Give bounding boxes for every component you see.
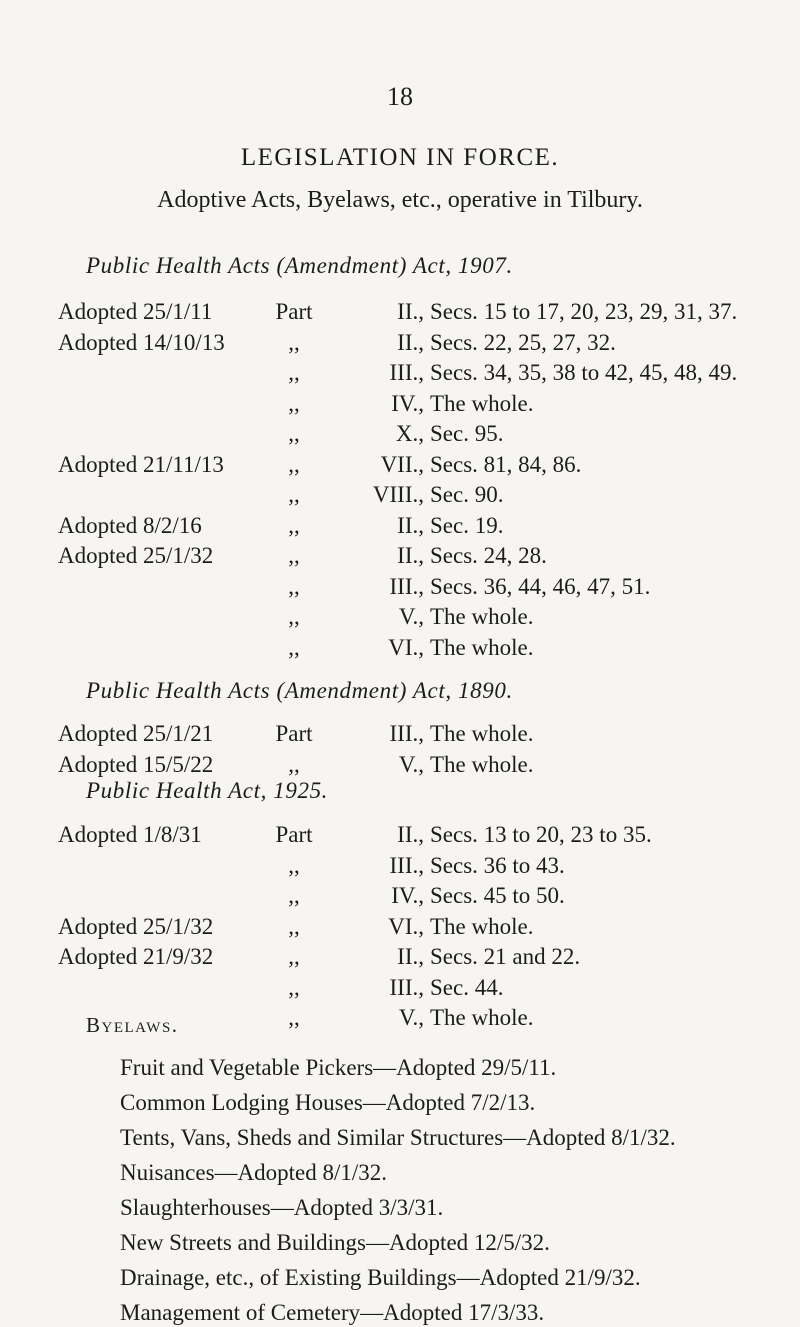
part-label: ,, bbox=[288, 543, 300, 568]
part-number: IV., bbox=[391, 883, 424, 908]
part-label: ,, bbox=[288, 883, 300, 908]
part-label: ,, bbox=[288, 451, 300, 477]
part-number: V., bbox=[398, 1005, 424, 1030]
byelaw-item: Tents, Vans, Sheds and Similar Structures—Adopted 8/1/32. bbox=[120, 1125, 676, 1150]
sections-description: Sec. 19. bbox=[430, 512, 504, 538]
adopted-date: Adopted 15/5/22 bbox=[58, 751, 214, 777]
part-label: ,, bbox=[288, 751, 300, 777]
adopted-date: Adopted 25/1/11 bbox=[58, 299, 213, 324]
part-label: Part bbox=[275, 721, 313, 746]
part-number: V., bbox=[398, 751, 424, 777]
sections-description: The whole. bbox=[430, 1005, 534, 1030]
part-label: ,, bbox=[288, 573, 300, 599]
part-number: II., bbox=[397, 299, 424, 324]
part-label: Part bbox=[275, 822, 313, 847]
sections-description: Secs. 22, 25, 27, 32. bbox=[430, 329, 616, 355]
sections-description: Secs. 36 to 43. bbox=[430, 852, 565, 878]
sections-description: Secs. 34, 35, 38 to 42, 45, 48, 49. bbox=[430, 360, 738, 385]
sections-description: The whole. bbox=[430, 721, 534, 746]
part-number: II., bbox=[397, 512, 424, 538]
byelaw-item: Management of Cemetery—Adopted 17/3/33. bbox=[120, 1300, 545, 1325]
part-number: II., bbox=[397, 822, 424, 847]
part-number: II., bbox=[397, 944, 424, 969]
adopted-date: Adopted 25/1/32 bbox=[58, 913, 214, 939]
part-number: II., bbox=[397, 543, 424, 568]
sections-description: Secs. 13 to 20, 23 to 35. bbox=[430, 822, 652, 847]
sections-description: Secs. 15 to 17, 20, 23, 29, 31, 37. bbox=[430, 299, 738, 324]
adopted-date: Adopted 25/1/21 bbox=[58, 721, 214, 746]
part-number: VI., bbox=[388, 634, 424, 660]
part-number: VI., bbox=[388, 913, 424, 939]
section-heading-1907: Public Health Acts (Amendment) Act, 1907. bbox=[86, 253, 513, 278]
section-heading-1925: Public Health Act, 1925. bbox=[86, 778, 329, 803]
adopted-date: Adopted 8/2/16 bbox=[58, 512, 202, 538]
sections-description: Secs. 24, 28. bbox=[430, 543, 547, 568]
byelaw-item: Fruit and Vegetable Pickers—Adopted 29/5/11. bbox=[120, 1055, 557, 1080]
part-label: ,, bbox=[288, 360, 300, 385]
page-number: 18 bbox=[387, 82, 413, 111]
part-label: ,, bbox=[288, 512, 300, 538]
part-label: ,, bbox=[288, 421, 300, 446]
part-number: III., bbox=[389, 974, 424, 1000]
part-number: IV., bbox=[391, 390, 424, 416]
sections-description: Secs. 81, 84, 86. bbox=[430, 451, 582, 477]
byelaw-item: Common Lodging Houses—Adopted 7/2/13. bbox=[120, 1090, 536, 1115]
byelaw-item: Nuisances—Adopted 8/1/32. bbox=[120, 1160, 388, 1185]
section-heading-1890: Public Health Acts (Amendment) Act, 1890. bbox=[86, 678, 513, 703]
sections-description: The whole. bbox=[430, 913, 534, 939]
byelaw-item: Drainage, etc., of Existing Buildings—Adopted 21/9/32. bbox=[120, 1265, 641, 1290]
sections-description: Secs. 21 and 22. bbox=[430, 944, 581, 969]
part-label: ,, bbox=[288, 329, 300, 355]
part-number: III., bbox=[389, 852, 424, 878]
sections-description: Sec. 44. bbox=[430, 974, 504, 1000]
page-title: LEGISLATION IN FORCE. bbox=[240, 144, 560, 171]
part-number: II., bbox=[397, 329, 424, 355]
part-number: III., bbox=[389, 721, 424, 746]
part-label: ,, bbox=[288, 482, 300, 507]
byelaw-item: Slaughterhouses—Adopted 3/3/31. bbox=[120, 1195, 444, 1220]
part-label: ,, bbox=[288, 390, 300, 416]
sections-description: The whole. bbox=[430, 751, 534, 777]
part-label: ,, bbox=[288, 634, 300, 660]
part-number: III., bbox=[389, 573, 424, 599]
part-label: ,, bbox=[288, 852, 300, 878]
page-subtitle: Adoptive Acts, Byelaws, etc., operative in Tilbury. bbox=[157, 187, 643, 213]
sections-description: Secs. 45 to 50. bbox=[430, 883, 565, 908]
sections-description: The whole. bbox=[430, 604, 534, 629]
adopted-date: Adopted 1/8/31 bbox=[58, 822, 202, 847]
part-label: ,, bbox=[288, 913, 300, 939]
part-label: ,, bbox=[288, 604, 300, 629]
sections-description: Sec. 95. bbox=[430, 421, 504, 446]
part-number: III., bbox=[389, 360, 424, 385]
adopted-date: Adopted 21/9/32 bbox=[58, 944, 214, 969]
part-label: Part bbox=[275, 299, 313, 324]
part-number: V., bbox=[398, 604, 424, 629]
sections-description: The whole. bbox=[430, 390, 534, 416]
byelaws-heading: Byelaws. bbox=[86, 1013, 179, 1037]
part-number: VIII., bbox=[372, 482, 424, 507]
part-number: VII., bbox=[380, 451, 424, 477]
part-label: ,, bbox=[288, 1005, 300, 1030]
adopted-date: Adopted 21/11/13 bbox=[58, 451, 224, 477]
byelaw-item: New Streets and Buildings—Adopted 12/5/32. bbox=[120, 1230, 550, 1255]
part-label: ,, bbox=[288, 974, 300, 1000]
adopted-date: Adopted 14/10/13 bbox=[58, 329, 225, 355]
part-number: X., bbox=[395, 421, 424, 446]
sections-description: Sec. 90. bbox=[430, 482, 504, 507]
sections-description: Secs. 36, 44, 46, 47, 51. bbox=[430, 573, 651, 599]
adopted-date: Adopted 25/1/32 bbox=[58, 543, 214, 568]
sections-description: The whole. bbox=[430, 634, 534, 660]
part-label: ,, bbox=[288, 944, 300, 969]
